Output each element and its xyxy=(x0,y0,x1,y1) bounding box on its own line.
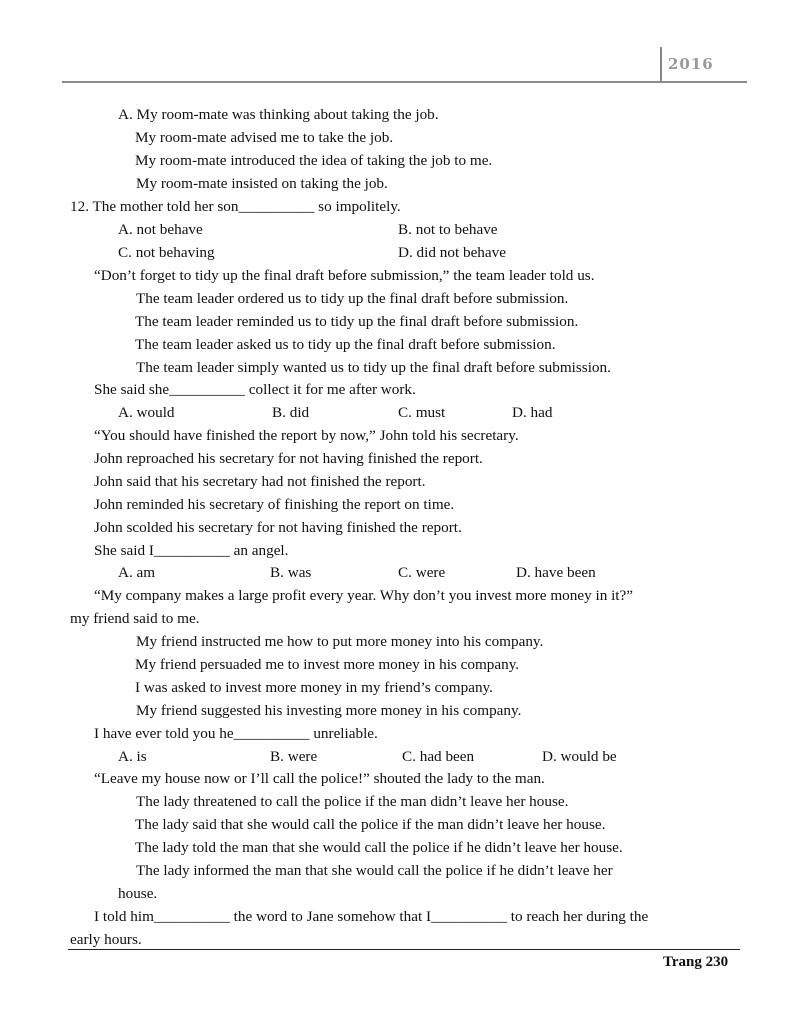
footer-rule xyxy=(68,949,740,950)
option-line: The lady said that she would call the police if the man didn’t leave her house. xyxy=(135,816,606,833)
option-line: A. is xyxy=(118,748,147,765)
option-line: My friend suggested his investing more money in his company. xyxy=(136,702,522,719)
option-line: The lady threatened to call the police if the man didn’t leave her house. xyxy=(136,793,569,810)
text-line: A. My room-mate was thinking about taking the job. xyxy=(118,106,439,123)
header-rule xyxy=(62,81,747,83)
question-line: my friend said to me. xyxy=(70,610,200,627)
question-line: “Leave my house now or I’ll call the police!” shouted the lady to the man. xyxy=(94,770,545,787)
question-line: 12. The mother told her son__________ so impolitely. xyxy=(70,198,401,215)
option-line: D. did not behave xyxy=(398,244,506,261)
header-year: 2016 xyxy=(668,55,714,73)
header-divider-tick xyxy=(660,47,662,81)
option-line: A. am xyxy=(118,564,156,581)
option-line: A. would xyxy=(118,404,175,421)
question-line: She said I__________ an angel. xyxy=(94,542,289,559)
option-line: John reproached his secretary for not having finished the report. xyxy=(94,450,483,467)
option-line: The team leader ordered us to tidy up the final draft before submission. xyxy=(136,290,569,307)
option-line: B. did xyxy=(272,404,310,421)
text-line: My room-mate introduced the idea of taking the job to me. xyxy=(135,152,493,169)
option-line: The team leader asked us to tidy up the final draft before submission. xyxy=(135,336,556,353)
page-number: Trang 230 xyxy=(663,954,729,970)
option-line: My friend persuaded me to invest more money in his company. xyxy=(135,656,520,673)
option-line: B. was xyxy=(270,564,312,581)
option-line: The lady informed the man that she would call the police if he didn’t leave her xyxy=(136,862,613,879)
option-line: John reminded his secretary of finishing the report on time. xyxy=(94,496,455,513)
option-line: The team leader simply wanted us to tidy up the final draft before submission. xyxy=(136,359,611,376)
question-line: I told him__________ the word to Jane somehow that I__________ to reach her during the xyxy=(94,908,649,925)
option-line: B. were xyxy=(270,748,318,765)
option-line: C. were xyxy=(398,564,446,581)
option-line: The lady told the man that she would call the police if he didn’t leave her house. xyxy=(135,839,623,856)
option-line: I was asked to invest more money in my friend’s company. xyxy=(135,679,493,696)
option-line: The team leader reminded us to tidy up the final draft before submission. xyxy=(135,313,579,330)
option-line: D. had xyxy=(512,404,553,421)
option-line: B. not to behave xyxy=(398,221,498,238)
option-line: D. have been xyxy=(516,564,596,581)
option-line: My friend instructed me how to put more money into his company. xyxy=(136,633,544,650)
option-line: C. had been xyxy=(402,748,475,765)
option-line: John said that his secretary had not finished the report. xyxy=(94,473,426,490)
option-line: A. not behave xyxy=(118,221,203,238)
question-line: “My company makes a large profit every year. Why don’t you invest more money in it?” xyxy=(94,587,634,604)
question-line: I have ever told you he__________ unreliable. xyxy=(94,725,378,742)
option-line: C. must xyxy=(398,404,446,421)
option-line: John scolded his secretary for not having finished the report. xyxy=(94,519,462,536)
option-line: house. xyxy=(118,885,158,902)
question-line: early hours. xyxy=(70,931,142,948)
question-line: “Don’t forget to tidy up the final draft before submission,” the team leader told us. xyxy=(94,267,595,284)
text-line: My room-mate insisted on taking the job. xyxy=(136,175,388,192)
option-line: C. not behaving xyxy=(118,244,215,261)
question-line: “You should have finished the report by now,” John told his secretary. xyxy=(94,427,519,444)
option-line: D. would be xyxy=(542,748,617,765)
text-line: My room-mate advised me to take the job. xyxy=(135,129,394,146)
question-line: She said she__________ collect it for me after work. xyxy=(94,381,416,398)
